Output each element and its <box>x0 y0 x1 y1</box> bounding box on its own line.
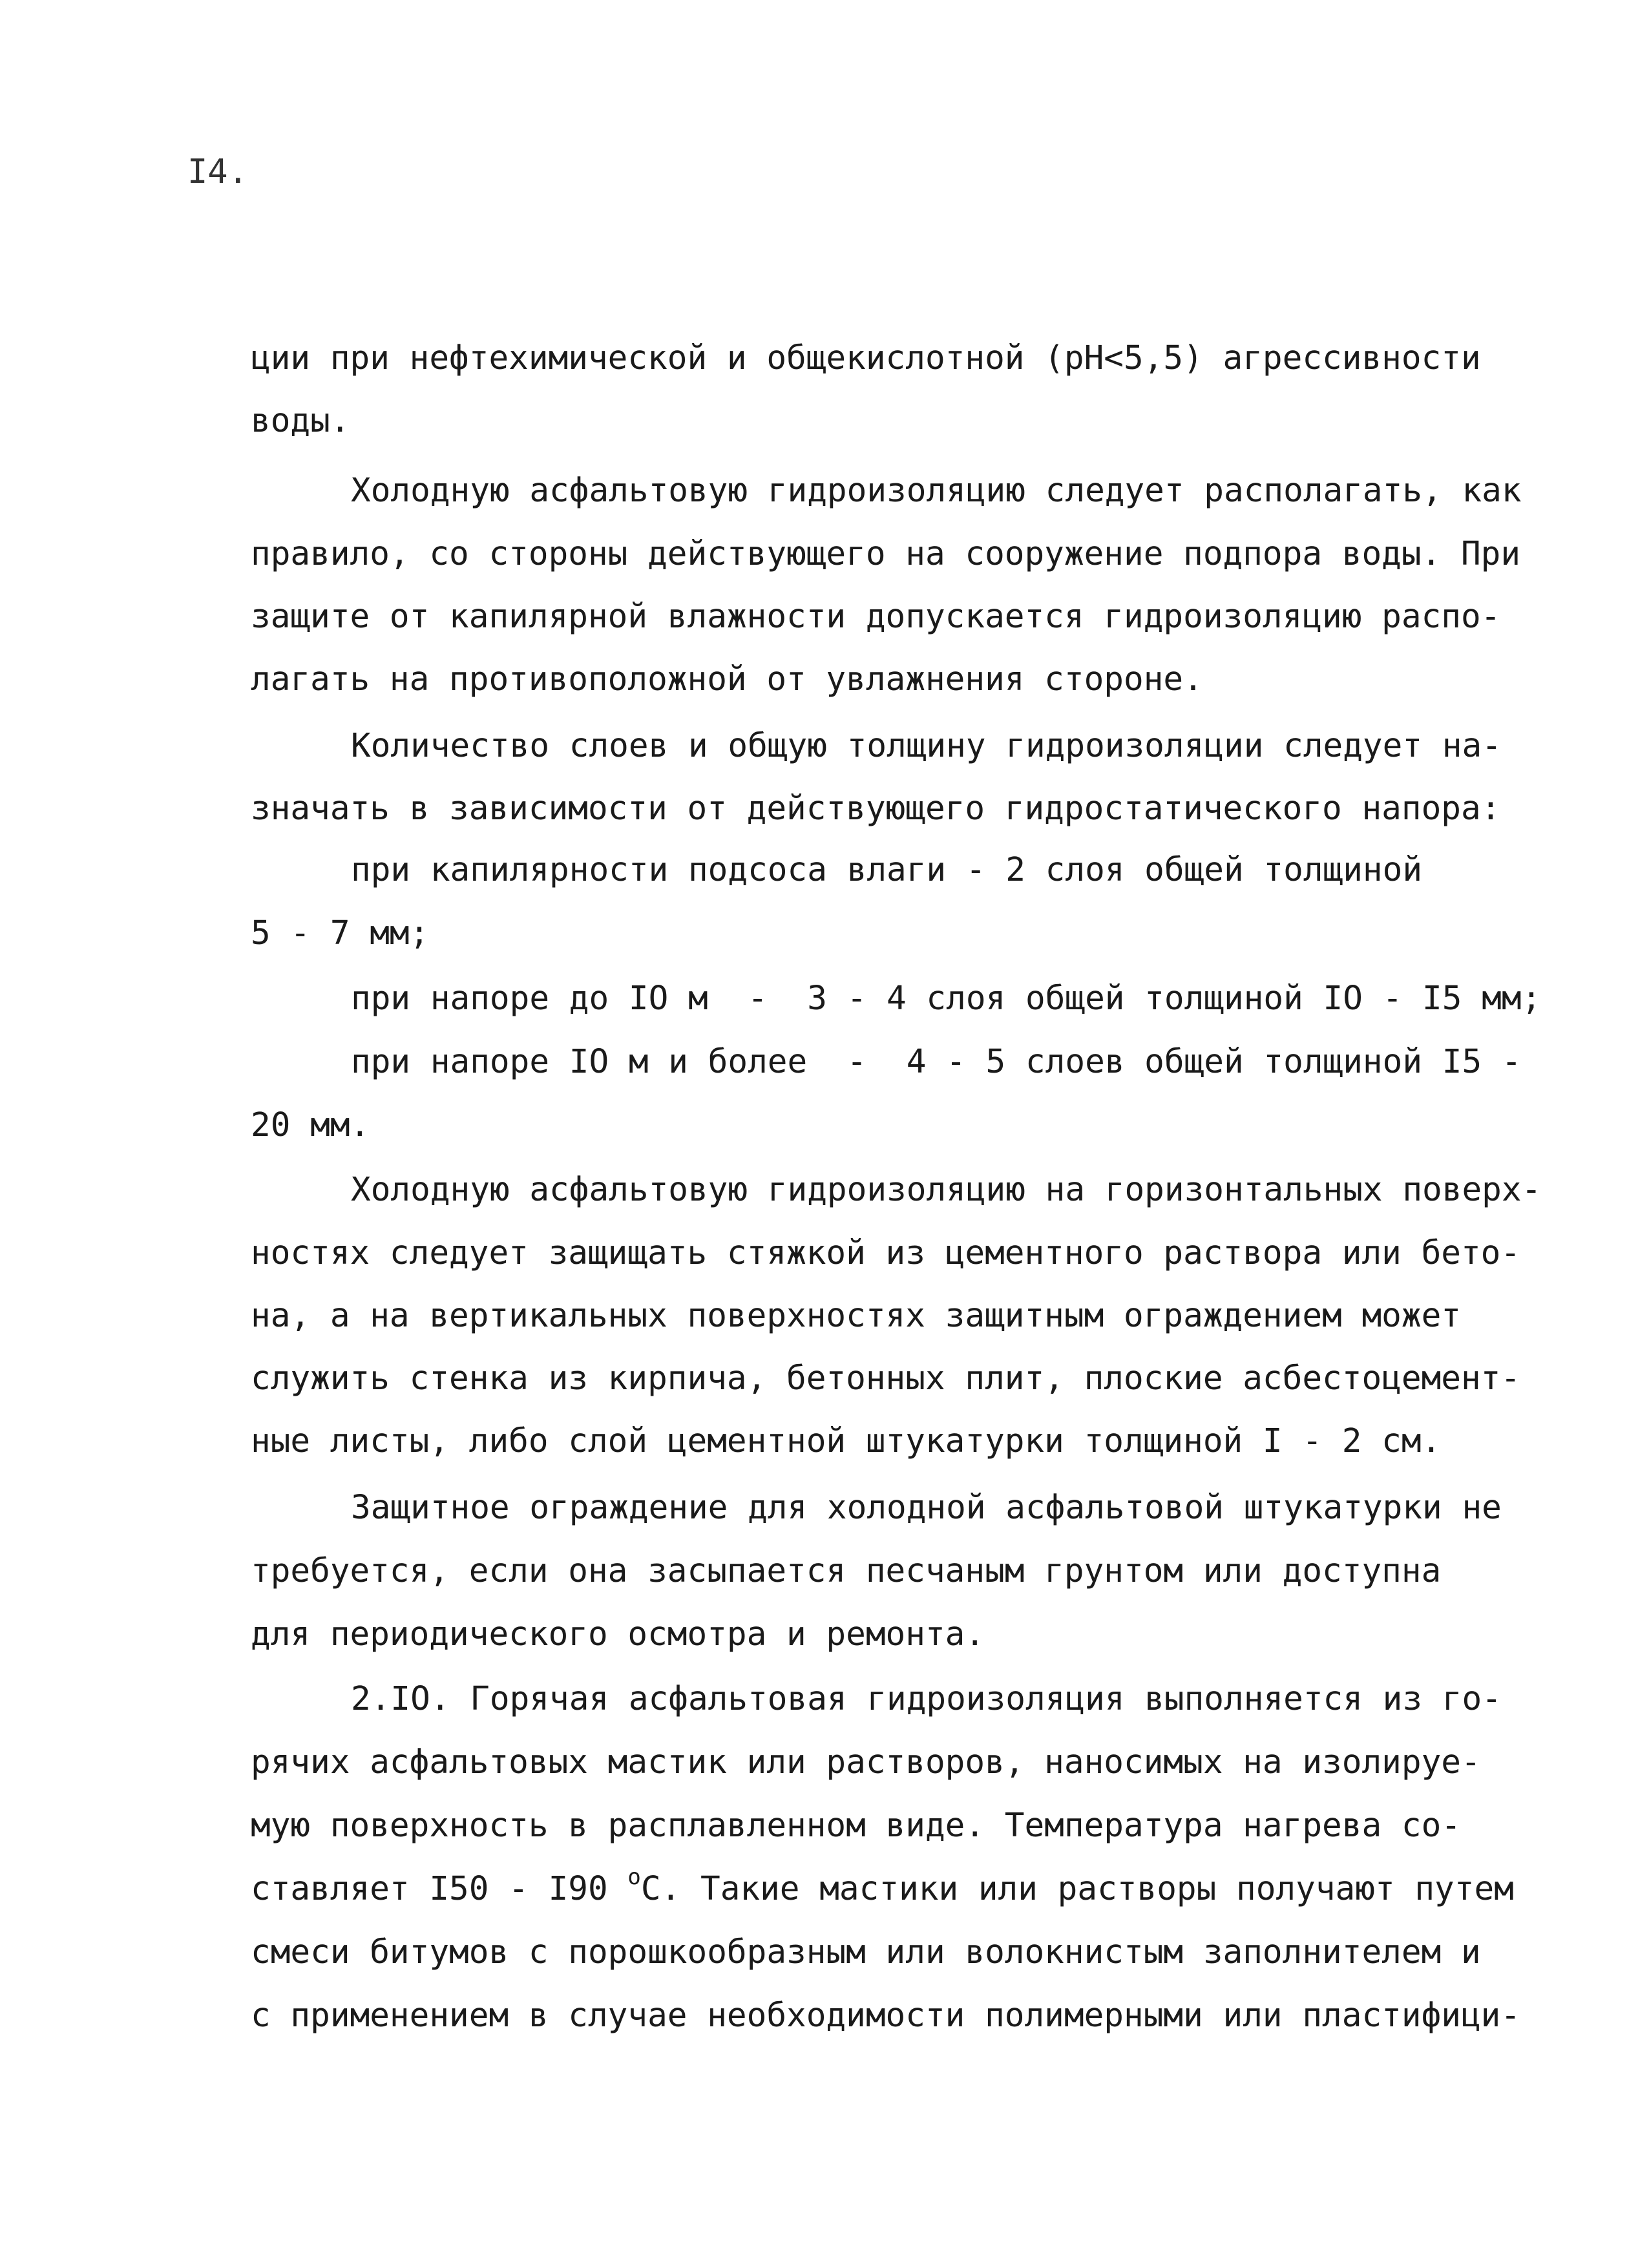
text-line: 20 мм. <box>251 1106 370 1144</box>
text-line: воды. <box>251 402 350 440</box>
text-line: защите от капилярной влажности допускается гидроизоляцию распо- <box>251 598 1501 636</box>
text-line: при напоре IO м и более - 4 - 5 слоев общей толщиной I5 - <box>351 1043 1522 1081</box>
text-line: ностях следует защищать стяжкой из цементного раствора или бето- <box>251 1234 1521 1272</box>
text-line: на, а на вертикальных поверхностях защитным ограждением может <box>251 1297 1461 1335</box>
text-line: 5 - 7 мм; <box>251 914 430 952</box>
text-line: с применением в случае необходимости полимерными или пластифици- <box>251 1997 1521 2035</box>
text-line: служить стенка из кирпича, бетонных плит, плоские асбестоцемент- <box>251 1360 1521 1398</box>
text-line: Количество слоев и общую толщину гидроизоляции следует на- <box>351 727 1502 765</box>
text-line: требуется, если она засыпается песчаным грунтом или доступна <box>251 1552 1442 1590</box>
text-line: рячих асфальтовых мастик или растворов, наносимых на изолируе- <box>251 1743 1481 1781</box>
text-line: Защитное ограждение для холодной асфальтовой штукатурки не <box>351 1489 1502 1527</box>
text-line: мую поверхность в расплавленном виде. Температура нагрева со- <box>251 1807 1461 1845</box>
text-line: лагать на противоположной от увлажнения стороне. <box>251 660 1203 698</box>
text-segment: С. Такие мастики или растворы получают путем <box>640 1870 1514 1908</box>
text-line: для периодического осмотра и ремонта. <box>251 1615 985 1654</box>
degree-mark: о <box>627 1864 641 1890</box>
text-line: 2.IO. Горячая асфальтовая гидроизоляция выполняется из го- <box>351 1680 1502 1718</box>
text-line: правило, со стороны действующего на сооружение подпора воды. При <box>251 535 1521 573</box>
text-line: при напоре до IO м - 3 - 4 слоя общей толщиной IO - I5 мм; <box>351 980 1542 1018</box>
text-line-with-degree <box>251 1864 1514 1909</box>
text-line: значать в зависимости от действующего гидростатического напора: <box>251 790 1501 828</box>
text-segment: ставляет I50 - I90 <box>251 1870 628 1908</box>
text-line: ции при нефтехимической и общекислотной (pH<5,5) агрессивности <box>251 339 1481 377</box>
text-line: Холодную асфальтовую гидроизоляцию на горизонтальных поверх- <box>351 1171 1542 1209</box>
page-number: I4. <box>187 152 248 191</box>
text-line: при капилярности подсоса влаги - 2 слоя общей толщиной <box>351 851 1423 889</box>
text-line: смеси битумов с порошкообразным или волокнистым заполнителем и <box>251 1933 1481 1971</box>
text-line: Холодную асфальтовую гидроизоляцию следует располагать, как <box>351 472 1522 510</box>
text-line: ные листы, либо слой цементной штукатурки толщиной I - 2 см. <box>251 1422 1442 1460</box>
